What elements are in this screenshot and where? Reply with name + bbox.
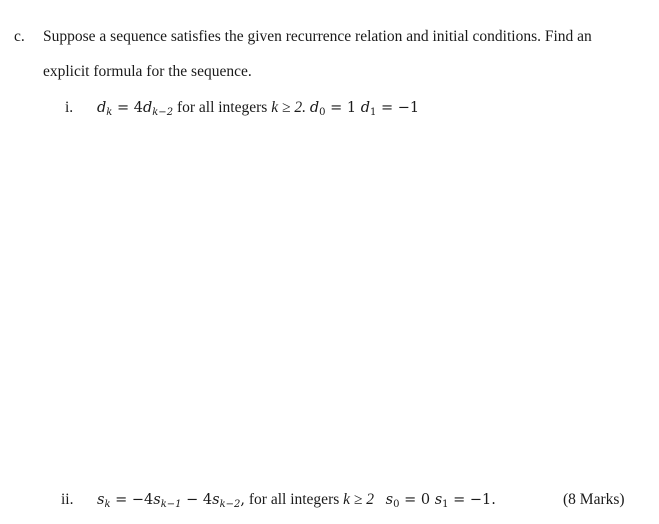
item-ii-equation [97, 492, 245, 508]
item-ii-ic1-sub: 0 [393, 499, 400, 510]
item-i-lhs-sub: k [106, 107, 113, 118]
part-c-question-line1: Suppose a sequence satisfies the given recurrence relation and initial conditions. Find an [43, 28, 592, 45]
item-ii-marker: ii. [61, 491, 74, 508]
part-c-marker: c. [14, 28, 25, 45]
item-ii-text: for all integers [248, 491, 340, 508]
item-ii-initial-conditions [386, 492, 496, 508]
item-i-ic2-val: = −1 [381, 100, 420, 116]
item-ii-eq: = −4 [115, 492, 154, 508]
item-i-recurrence [97, 98, 419, 118]
item-i-text: for all integers [176, 99, 268, 116]
item-i-lhs-var: d [97, 100, 107, 116]
item-ii-condition: k ≥ 2 [343, 491, 375, 508]
item-ii-recurrence [97, 490, 496, 510]
item-ii-t2-var: s [212, 492, 220, 508]
marks-label: (8 Marks) [563, 491, 625, 508]
item-ii-ic1-val: = 0 [404, 492, 431, 508]
item-ii-ic2-sub: 1 [442, 499, 449, 510]
part-c-question-line2: explicit formula for the sequence. [43, 63, 252, 80]
item-i-eq-coef: = 4 [116, 100, 143, 116]
item-i-ic2-sub: 1 [370, 107, 377, 118]
item-ii-lhs-var: s [97, 492, 105, 508]
item-ii-ic1-var: s [385, 492, 394, 508]
item-ii-t1-var: s [153, 492, 161, 508]
item-i-condition: k ≥ 2. [271, 99, 310, 116]
item-i-ic1-val: = 1 [330, 100, 357, 116]
item-ii-ic2-val: = −1. [453, 492, 496, 508]
item-ii-t2-sub: k−2 [219, 499, 241, 510]
item-i-marker: i. [65, 99, 74, 116]
item-i-ic1-sub: 0 [319, 107, 326, 118]
item-ii-comma: , [240, 492, 245, 508]
item-ii-t1-sub: k−1 [160, 499, 182, 510]
item-i-ic1-var: d [309, 100, 320, 116]
item-ii-minus: − 4 [186, 492, 213, 508]
item-ii-ic2-var: s [434, 492, 443, 508]
item-i-initial-conditions [310, 100, 419, 116]
item-i-ic2-var: d [360, 100, 371, 116]
item-i-rhs-sub: k−2 [152, 107, 174, 118]
item-i-rhs-var: d [142, 100, 153, 116]
item-i-equation [97, 100, 173, 116]
item-ii-lhs-sub: k [104, 499, 111, 510]
